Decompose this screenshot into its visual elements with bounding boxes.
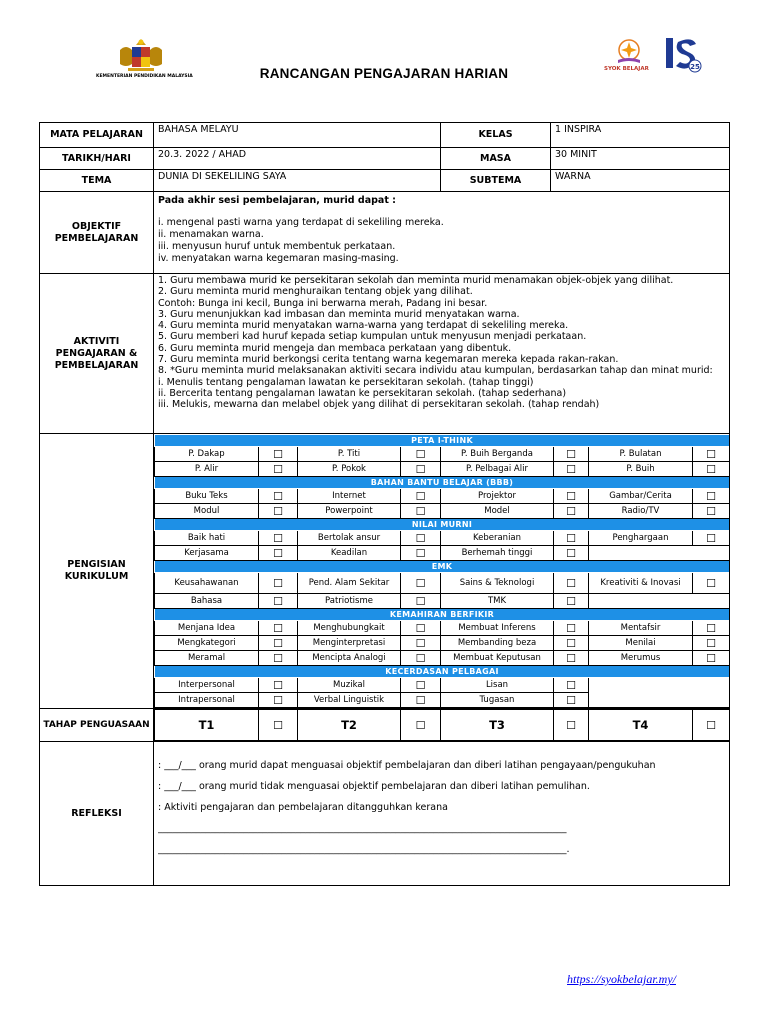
checkbox[interactable]: ☐ [554,504,589,519]
nilai-murni-header: NILAI MURNI [155,519,730,531]
checkbox[interactable]: ☐ [259,693,298,708]
item-label: Penghargaan [589,531,693,546]
checkbox[interactable]: ☐ [259,546,298,561]
tahap-content [154,709,730,742]
objektif-label: OBJEKTIF PEMBELAJARAN [40,192,154,274]
checkbox[interactable]: ☐ [259,573,298,594]
checkbox[interactable]: ☐ [401,693,441,708]
checkbox[interactable]: ☐ [693,447,730,462]
item-label: Membuat Inferens [441,621,554,636]
checkbox[interactable]: ☐ [693,710,730,741]
checkbox[interactable]: ☐ [693,651,730,666]
aktiviti-line: ii. Bercerita tentang pengalaman lawatan ke persekitaran sekolah. (tahap sederhana) [158,387,567,399]
checkbox[interactable]: ☐ [693,531,730,546]
page-header [0,0,768,120]
aktiviti-line: iii. Melukis, mewarna dan melabel objek yang dilihat di persekitaran sekolah. (tahap rendah) [158,399,600,411]
refleksi-line[interactable]: : ___/___ orang murid dapat menguasai objektif pembelajaran dan diberi latihan pengayaan/pengukuhan [158,760,656,771]
aktiviti-line: 6. Guru meminta murid mengeja dan membaca perkataan yang dibentuk. [158,342,512,354]
tahap-t1: T1 [155,710,259,741]
item-label: Membanding beza [441,636,554,651]
item-label: TMK [441,594,554,609]
item-label: Intrapersonal [155,693,259,708]
refleksi-blank-line[interactable]: ______________________________________________________________________________________. [158,844,570,855]
item-label: Powerpoint [298,504,401,519]
checkbox[interactable]: ☐ [693,636,730,651]
item-label: Pend. Alam Sekitar [298,573,401,594]
checkbox[interactable]: ☐ [401,621,441,636]
checkbox[interactable]: ☐ [554,447,589,462]
item-label: Menghubungkait [298,621,401,636]
checkbox[interactable]: ☐ [693,573,730,594]
item-label: Projektor [441,489,554,504]
aktiviti-line: 4. Guru meminta murid menyatakan warna-warna yang terdapat di sekeliling mereka. [158,320,569,332]
checkbox[interactable]: ☐ [259,651,298,666]
item-label: P. Titi [298,447,401,462]
aktiviti-content [154,274,730,434]
refleksi-line[interactable]: : Aktiviti pengajaran dan pembelajaran ditangguhkan kerana [158,802,448,813]
checkbox[interactable]: ☐ [554,462,589,477]
item-label: P. Buih Berganda [441,447,554,462]
item-label: Keadilan [298,546,401,561]
tahap-t2: T2 [298,710,401,741]
item-label: Bahasa [155,594,259,609]
item-label: Keberanian [441,531,554,546]
pengisian-content [154,434,730,709]
item-label: Model [441,504,554,519]
tahap-t3: T3 [441,710,554,741]
item-label: Interpersonal [155,678,259,693]
checkbox[interactable]: ☐ [554,678,589,693]
checkbox[interactable]: ☐ [401,489,441,504]
checkbox[interactable]: ☐ [401,546,441,561]
checkbox[interactable]: ☐ [554,710,589,741]
item-label: Modul [155,504,259,519]
checkbox[interactable]: ☐ [554,573,589,594]
rph-table [39,122,730,886]
bbb-header: BAHAN BANTU BELAJAR (BBB) [155,477,730,489]
checkbox[interactable]: ☐ [401,651,441,666]
checkbox[interactable]: ☐ [554,546,589,561]
checkbox[interactable]: ☐ [259,462,298,477]
aktiviti-line: 5. Guru memberi kad huruf kepada setiap kumpulan untuk menyusun menjadi perkataan. [158,331,587,343]
aktiviti-line: 3. Guru menunjukkan kad imbasan dan meminta murid menyatakan warna. [158,308,520,320]
kelas-label: KELAS [441,123,551,148]
pengisian-label: PENGISIAN KURIKULUM [40,434,154,709]
is25-logo [662,34,702,78]
checkbox[interactable]: ☐ [554,693,589,708]
checkbox[interactable]: ☐ [401,462,441,477]
syokbelajar-link[interactable]: https://syokbelajar.my/ [567,972,676,986]
tarikh-label: TARIKH/HARI [40,148,154,170]
item-label: Bertolak ansur [298,531,401,546]
item-label: Meramal [155,651,259,666]
aktiviti-line: 8. *Guru meminta murid melaksanakan aktiviti secara individu atau kumpulan, berdasarkan tahap dan minat murid: [158,365,713,377]
item-label: Mengkategori [155,636,259,651]
checkbox[interactable]: ☐ [693,621,730,636]
item-label: Patriotisme [298,594,401,609]
item-label: P. Alir [155,462,259,477]
checkbox[interactable]: ☐ [401,447,441,462]
kemahiran-berfikir-header: KEMAHIRAN BERFIKIR [155,609,730,621]
is-logo-number: 25 [690,63,700,71]
checkbox[interactable]: ☐ [554,636,589,651]
item-label: P. Dakap [155,447,259,462]
kecerdasan-pelbagai-header: KECERDASAN PELBAGAI [155,666,730,678]
empty-cell [589,594,730,609]
ministry-name: KEMENTERIAN PENDIDIKAN MALAYSIA [96,74,193,79]
page-title: RANCANGAN PENGAJARAN HARIAN [259,66,509,81]
checkbox[interactable]: ☐ [693,462,730,477]
subtema-value: WARNA [551,170,730,192]
checkbox[interactable]: ☐ [401,504,441,519]
checkbox[interactable]: ☐ [259,594,298,609]
tema-label: TEMA [40,170,154,192]
checkbox[interactable]: ☐ [401,678,441,693]
tahap-t4: T4 [589,710,693,741]
item-label: Membuat Keputusan [441,651,554,666]
checkbox[interactable]: ☐ [693,489,730,504]
item-label: Radio/TV [589,504,693,519]
checkbox[interactable]: ☐ [401,710,441,741]
refleksi-content [154,742,730,886]
item-label: Internet [298,489,401,504]
tahap-grid [154,709,730,741]
checkbox[interactable]: ☐ [259,710,298,741]
aktiviti-line: 7. Guru meminta murid berkongsi cerita tentang warna kegemaran mereka kepada rakan-rakan. [158,354,619,366]
mata-pelajaran-value: BAHASA MELAYU [154,123,441,148]
aktiviti-label: AKTIVITI PENGAJARAN & PEMBELAJARAN [40,274,154,434]
objektif-content [154,192,730,274]
checkbox[interactable]: ☐ [554,594,589,609]
objektif-item: ii. menamakan warna. [158,229,264,240]
item-label: P. Bulatan [589,447,693,462]
checkbox[interactable]: ☐ [401,573,441,594]
checkbox[interactable]: ☐ [554,651,589,666]
objektif-item: iii. menyusun huruf untuk membentuk perkataan. [158,241,396,252]
checkbox[interactable]: ☐ [554,531,589,546]
refleksi-blank-line[interactable]: ______________________________________________________________________________________ [158,823,567,834]
checkbox[interactable]: ☐ [554,489,589,504]
item-label: Menginterpretasi [298,636,401,651]
checkbox[interactable]: ☐ [401,594,441,609]
checkbox[interactable]: ☐ [259,504,298,519]
aktiviti-line: 1. Guru membawa murid ke persekitaran sekolah dan meminta murid menamakan objek-objek yang dilihat. [158,275,674,286]
refleksi-label: REFLEKSI [40,742,154,886]
item-label: Muzikal [298,678,401,693]
item-label: Lisan [441,678,554,693]
peta-ithink-header: PETA I-THINK [155,435,730,447]
item-label: Mentafsir [589,621,693,636]
item-label: Berhemah tinggi [441,546,554,561]
emk-header: EMK [155,561,730,573]
syok-belajar-text: SYOK BELAJAR [604,66,649,72]
checkbox[interactable]: ☐ [259,531,298,546]
objektif-item: i. mengenal pasti warna yang terdapat di sekeliling mereka. [158,217,444,228]
item-label: Mencipta Analogi [298,651,401,666]
empty-cell [589,546,730,561]
checkbox[interactable]: ☐ [259,447,298,462]
item-label: Kreativiti & Inovasi [589,573,693,594]
checkbox[interactable]: ☐ [259,678,298,693]
checkbox[interactable]: ☐ [693,504,730,519]
checkbox[interactable]: ☐ [401,636,441,651]
tema-value: DUNIA DI SEKELILING SAYA [154,170,441,192]
item-label: Sains & Teknologi [441,573,554,594]
tahap-label: TAHAP PENGUASAAN [40,709,154,742]
masa-value: 30 MINIT [551,148,730,170]
item-label: Menilai [589,636,693,651]
checkbox[interactable]: ☐ [401,531,441,546]
objektif-item: iv. menyatakan warna kegemaran masing-masing. [158,253,399,264]
aktiviti-line: 2. Guru meminta murid menghuraikan tentang objek yang dilihat. [158,286,473,298]
kelas-value: 1 INSPIRA [551,123,730,148]
refleksi-line[interactable]: : ___/___ orang murid tidak menguasai objektif pembelajaran dan diberi latihan pemulihan. [158,781,590,792]
subtema-label: SUBTEMA [441,170,551,192]
item-label: Gambar/Cerita [589,489,693,504]
item-label: P. Buih [589,462,693,477]
checkbox[interactable]: ☐ [259,636,298,651]
pengisian-grid [154,434,730,708]
item-label: Merumus [589,651,693,666]
aktiviti-line: Contoh: Bunga ini kecil, Bunga ini berwarna merah, Padang ini besar. [158,297,488,309]
tarikh-value: 20.3. 2022 / AHAD [154,148,441,170]
item-label: P. Pokok [298,462,401,477]
item-label: Buku Teks [155,489,259,504]
item-label: Verbal Linguistik [298,693,401,708]
checkbox[interactable]: ☐ [554,621,589,636]
empty-cell [589,678,730,708]
checkbox[interactable]: ☐ [259,621,298,636]
item-label: Baik hati [155,531,259,546]
aktiviti-line: i. Menulis tentang pengalaman lawatan ke persekitaran sekolah. (tahap tinggi) [158,376,534,388]
item-label: P. Pelbagai Alir [441,462,554,477]
masa-label: MASA [441,148,551,170]
item-label: Kerjasama [155,546,259,561]
item-label: Menjana Idea [155,621,259,636]
item-label: Keusahawanan [155,573,259,594]
mata-pelajaran-label: MATA PELAJARAN [40,123,154,148]
checkbox[interactable]: ☐ [259,489,298,504]
objektif-intro: Pada akhir sesi pembelajaran, murid dapat : [158,195,396,206]
item-label: Tugasan [441,693,554,708]
